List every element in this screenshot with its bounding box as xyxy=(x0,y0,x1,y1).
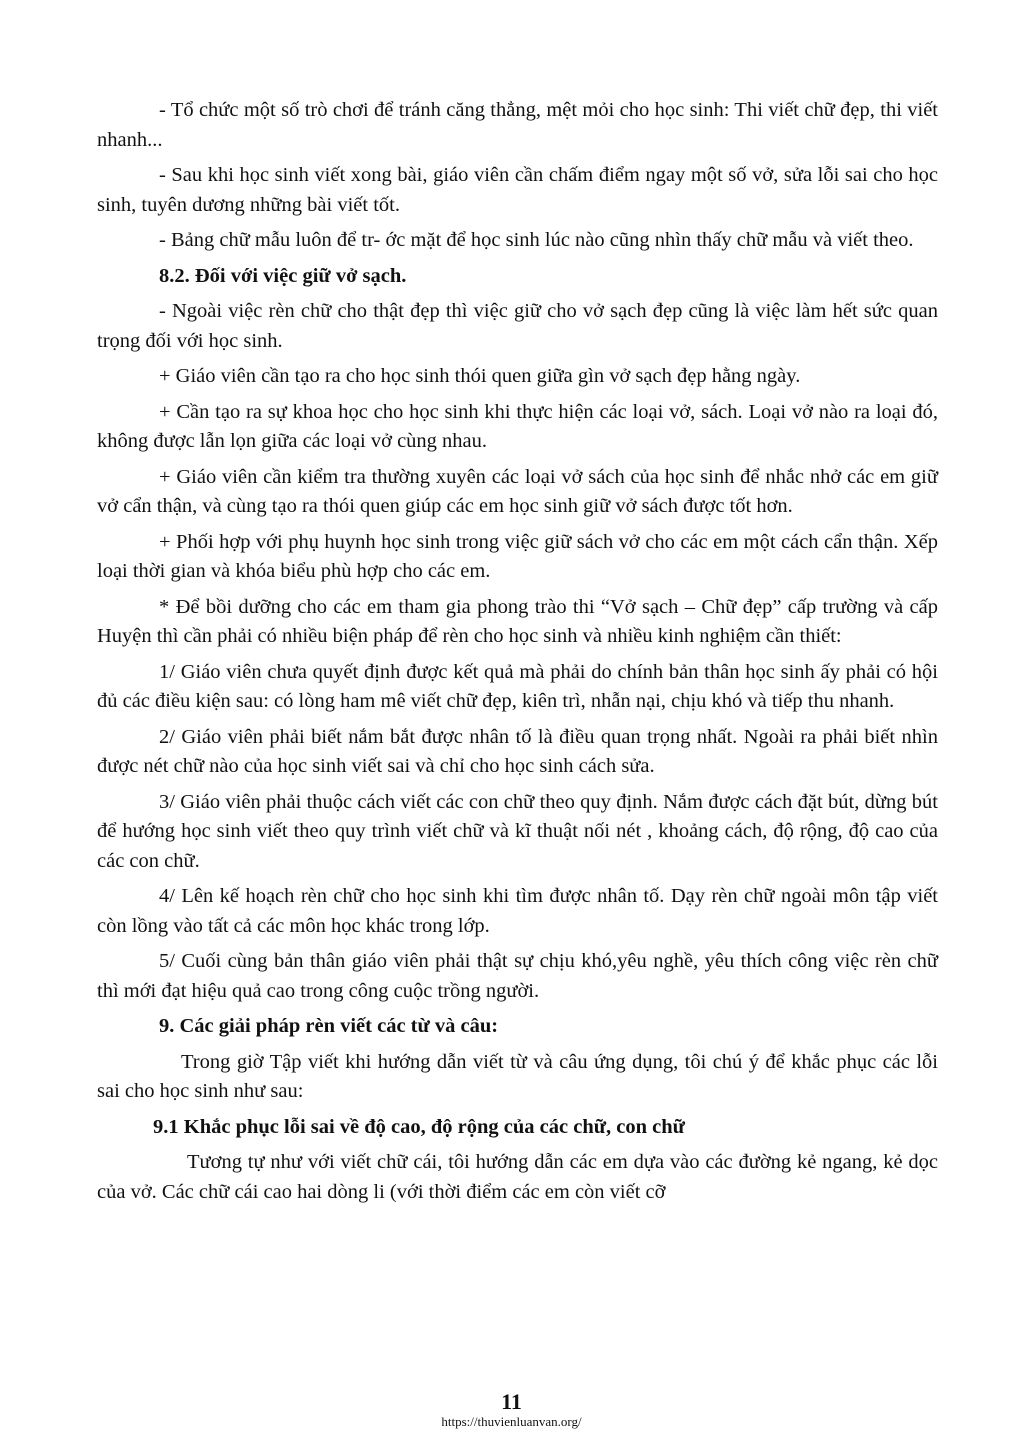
source-url: https://thuvienluanvan.org/ xyxy=(441,1414,582,1429)
paragraph-item-5: 5/ Cuối cùng bản thân giáo viên phải thật sự chịu khó,yêu nghề, yêu thích công việc rèn chữ thì mới đạt hiệu quả cao trong công cuộc trồng người. xyxy=(97,950,938,1002)
paragraph-competition: * Để bồi dưỡng cho các em tham gia phong trào thi “Vở sạch – Chữ đẹp” cấp trường và cấp Huyện thì cần phải có nhiều biện pháp để rèn cho học sinh và nhiều kinh nghiệm cần thiết: xyxy=(97,595,938,647)
paragraph-check: + Giáo viên cần kiểm tra thường xuyên các loại vở sách của học sinh để nhắc nhở các em giữ vở cẩn thận, và cùng tạo ra thói quen giúp các em học sinh giữ vở sách được tốt hơn. xyxy=(97,465,938,517)
section-heading-8-2: 8.2. Đối với việc giữ vở sạch. xyxy=(159,264,407,287)
paragraph-parents: + Phối hợp với phụ huynh học sinh trong việc giữ sách vở cho các em một cách cẩn thận. Xếp loại thời gian và khóa biểu phù hợp cho các em. xyxy=(97,530,938,582)
paragraph-habit: + Giáo viên cần tạo ra cho học sinh thói quen giữa gìn vở sạch đẹp hằng ngày. xyxy=(159,365,801,387)
paragraph-height-width: Tương tự như với viết chữ cái, tôi hướng dẫn các em dựa vào các đường kẻ ngang, kẻ dọc của vở. Các chữ cái cao hai dòng li (với thời điểm các em còn viết cỡ xyxy=(97,1151,938,1203)
paragraph-intro-9: Trong giờ Tập viết khi hướng dẫn viết từ và câu ứng dụng, tôi chú ý để khắc phục các lỗi sai cho học sinh như sau: xyxy=(97,1050,938,1102)
page-footer xyxy=(0,1391,1023,1429)
paragraph-clean-notebook: - Ngoài việc rèn chữ cho thật đẹp thì việc giữ cho vở sạch đẹp cũng là việc làm hết sức quan trọng đối với học sinh. xyxy=(97,300,938,352)
page-number: 11 xyxy=(501,1389,522,1414)
paragraph-sample-board: - Bảng chữ mẫu luôn để tr- ớc mặt để học sinh lúc nào cũng nhìn thấy chữ mẫu và viết theo. xyxy=(159,229,914,251)
paragraph-grading: - Sau khi học sinh viết xong bài, giáo viên cần chấm điểm ngay một số vở, sửa lỗi sai cho học sinh, tuyên dương những bài viết tốt. xyxy=(97,164,938,216)
paragraph-item-4: 4/ Lên kế hoạch rèn chữ cho học sinh khi tìm được nhân tố. Dạy rèn chữ ngoài môn tập viết còn lồng vào tất cả các môn học khác trong lớp. xyxy=(97,885,938,937)
document-page xyxy=(97,96,938,1213)
paragraph-organize: + Cần tạo ra sự khoa học cho học sinh khi thực hiện các loại vở, sách. Loại vở nào ra loại đó, không được lẫn lọn giữa các loại vở cùng nhau. xyxy=(97,400,938,452)
section-heading-9-1: 9.1 Khắc phục lỗi sai về độ cao, độ rộng của các chữ, con chữ xyxy=(153,1115,685,1138)
paragraph-item-1: 1/ Giáo viên chưa quyết định được kết quả mà phải do chính bản thân học sinh ấy phải có hội đủ các điều kiện sau: có lòng ham mê viết chữ đẹp, kiên trì, nhẫn nại, chịu khó và tiếp thu nhanh. xyxy=(97,660,938,712)
paragraph-item-3: 3/ Giáo viên phải thuộc cách viết các con chữ theo quy định. Nắm được cách đặt bút, dừng bút để hướng học sinh viết theo quy trình viết chữ và kĩ thuật nối nét , khoảng cách, độ rộng, độ cao của các con chữ. xyxy=(97,790,938,872)
section-heading-9: 9. Các giải pháp rèn viết các từ và câu: xyxy=(159,1015,499,1037)
paragraph-games: - Tổ chức một số trò chơi để tránh căng thẳng, mệt mỏi cho học sinh: Thi viết chữ đẹp, thi viết nhanh... xyxy=(97,99,938,151)
paragraph-item-2: 2/ Giáo viên phải biết nắm bắt được nhân tố là điều quan trọng nhất. Ngoài ra phải biết nhìn được nét chữ nào của học sinh viết sai và chỉ cho học sinh cách sửa. xyxy=(97,725,938,777)
